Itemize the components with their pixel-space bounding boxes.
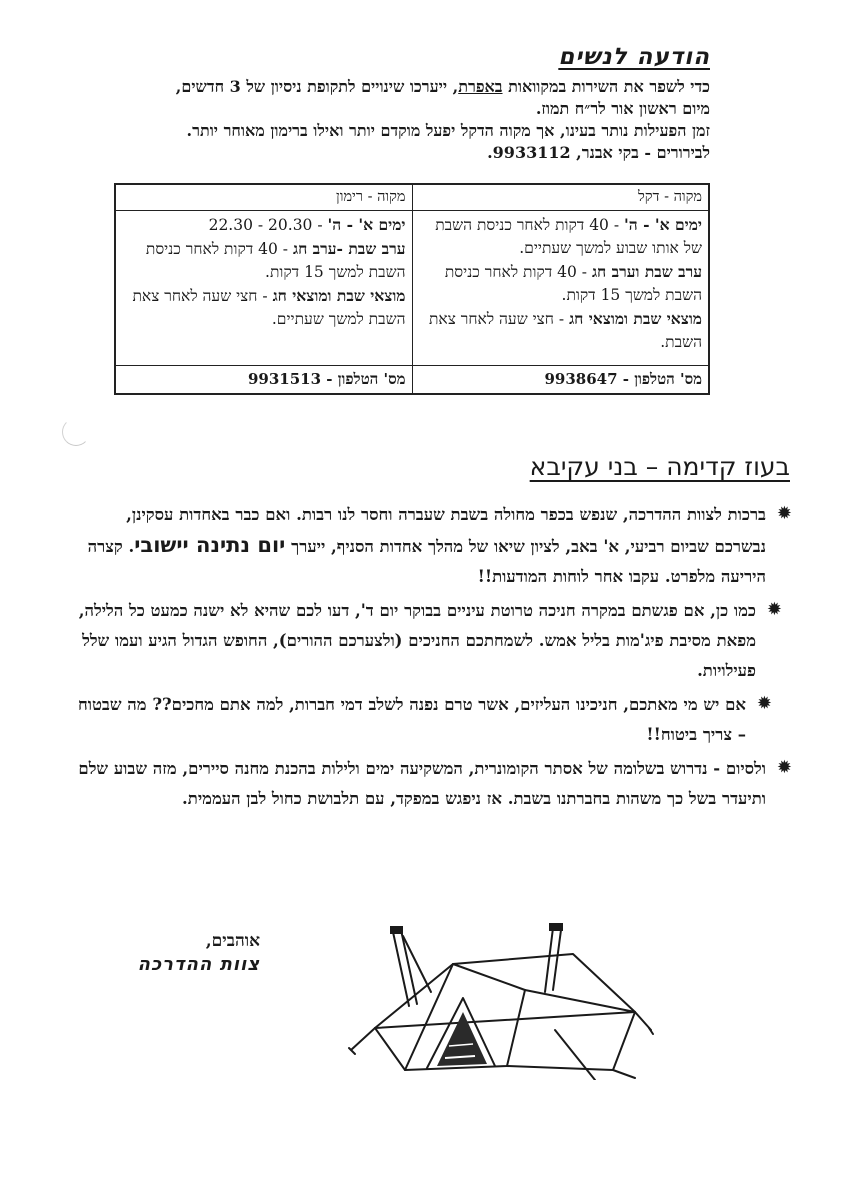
asterisk-bullet-icon: ✹: [776, 757, 792, 778]
dekel-erev-shabbat: ערב שבת וערב חג - 40 דקות לאחר כניסת השבת למשך 15 דקות.: [444, 262, 702, 304]
bullet-item: ✹ ברכות לצוות ההדרכה, שנפש בכפר מחולה בשבת שעברה וחסר לנו רבות. ואם כבר באחדות עסקינן, נבשרכם שביום רביעי, א' באב, לציון שיאו של מהלך אחדות הסניף, ייערך יום נתינה יישובי. קצרה היריעה מלפרט. עקבו אחר לוחות המודעות!!: [87, 503, 792, 586]
bnei-akiva-title: בעוז קדימה – בני עקיבא: [529, 452, 790, 481]
dekel-motzei-shabbat: מוצאי שבת ומוצאי חג - חצי שעה לאחר צאת השבת.: [428, 309, 702, 351]
notice-line-2: זמן הפעילות נותר בעינו, אך מקוה הדקל יפעל מוקדם יותר ואילו ברימון מאוחר יותר. לבירורים - בקי אבנר, 9933112.: [186, 121, 710, 162]
bnei-akiva-bullets: [72, 500, 792, 818]
rimon-weekday: ימים א' - ה' - 20.30 - 22.30: [208, 215, 406, 234]
asterisk-bullet-icon: ✹: [766, 599, 782, 620]
mikveh-hours-table: [114, 183, 710, 395]
tent-icon: [345, 920, 655, 1080]
dekel-weekday: ימים א' - ה' - 40 דקות לאחר כניסת השבת של אותו שבוע למשך שעתיים.: [435, 215, 702, 257]
dekel-phone-cell: מס' הטלפון - 9938647: [412, 366, 709, 395]
signoff: [138, 928, 260, 975]
bullet-item: ✹ אם יש מי מאתכם, חניכינו העליזים, אשר טרם נפנה לשלב דמי חברות, למה אתם מחכים?? מה שבטוח – צריך ביטוח!!: [77, 693, 772, 744]
rimon-phone-number: 9931513: [248, 370, 322, 388]
signoff-staff: צוות ההדרכה: [137, 954, 260, 975]
rimon-phone-cell: מס' הטלפון - 9931513: [115, 366, 412, 395]
signoff-love: אוהבים,: [205, 931, 260, 951]
asterisk-bullet-icon: ✹: [756, 693, 772, 714]
women-notice-text: [150, 76, 710, 164]
rimon-hours-cell: [115, 211, 412, 366]
header-rimon: מקוה - רימון: [115, 184, 412, 211]
notice-line-1: כדי לשפר את השירות במקוואות באפרת, ייערכו שינויים לתקופת ניסיון של 3 חדשים, מיום ראשון אור לר״ח תמוז.: [175, 77, 710, 118]
bullet-item: ✹ ולסיום - נדרוש בשלומה של אסתר הקומונרית, המשקיעה ימים ולילות בהכנת מחנה סיירים, מזה שבוע שלם ותיעדר בשל כך משהות בחברתנו בשבת. אז ניפגש במפקד, עם תלבושת כחול לבן העממית.: [78, 757, 792, 808]
efrat-underlined: באפרת: [458, 77, 503, 96]
bullet-item: ✹ כמו כן, אם פגשתם במקרה חניכה טרוטת עיניים בבוקר יום ד', דעו לכם שהיא לא ישנה כמעט כל הלילה, מפאת מסיבת פיג'מות בליל אמש. לשמחתכם החניכים (ולצערכם ההורים), החופש הגדול הגיע ועמו שלל פעילויות.: [78, 599, 782, 680]
asterisk-bullet-icon: ✹: [776, 503, 792, 524]
rimon-erev-shabbat: ערב שבת -ערב חג - 40 דקות לאחר כניסת השבת למשך 15 דקות.: [145, 239, 406, 281]
dekel-phone-number: 9938647: [544, 370, 618, 388]
scan-punch-mark: [62, 418, 90, 446]
header-dekel: מקוה - דקל: [412, 184, 709, 211]
rimon-motzei-shabbat: מוצאי שבת ומוצאי חג - חצי שעה לאחר צאת השבת למשך שעתיים.: [132, 286, 406, 328]
women-notice-title: הודעה לנשים: [558, 44, 710, 70]
dekel-hours-cell: [412, 211, 709, 366]
giving-day-name: יום נתינה יישובי: [134, 533, 286, 557]
